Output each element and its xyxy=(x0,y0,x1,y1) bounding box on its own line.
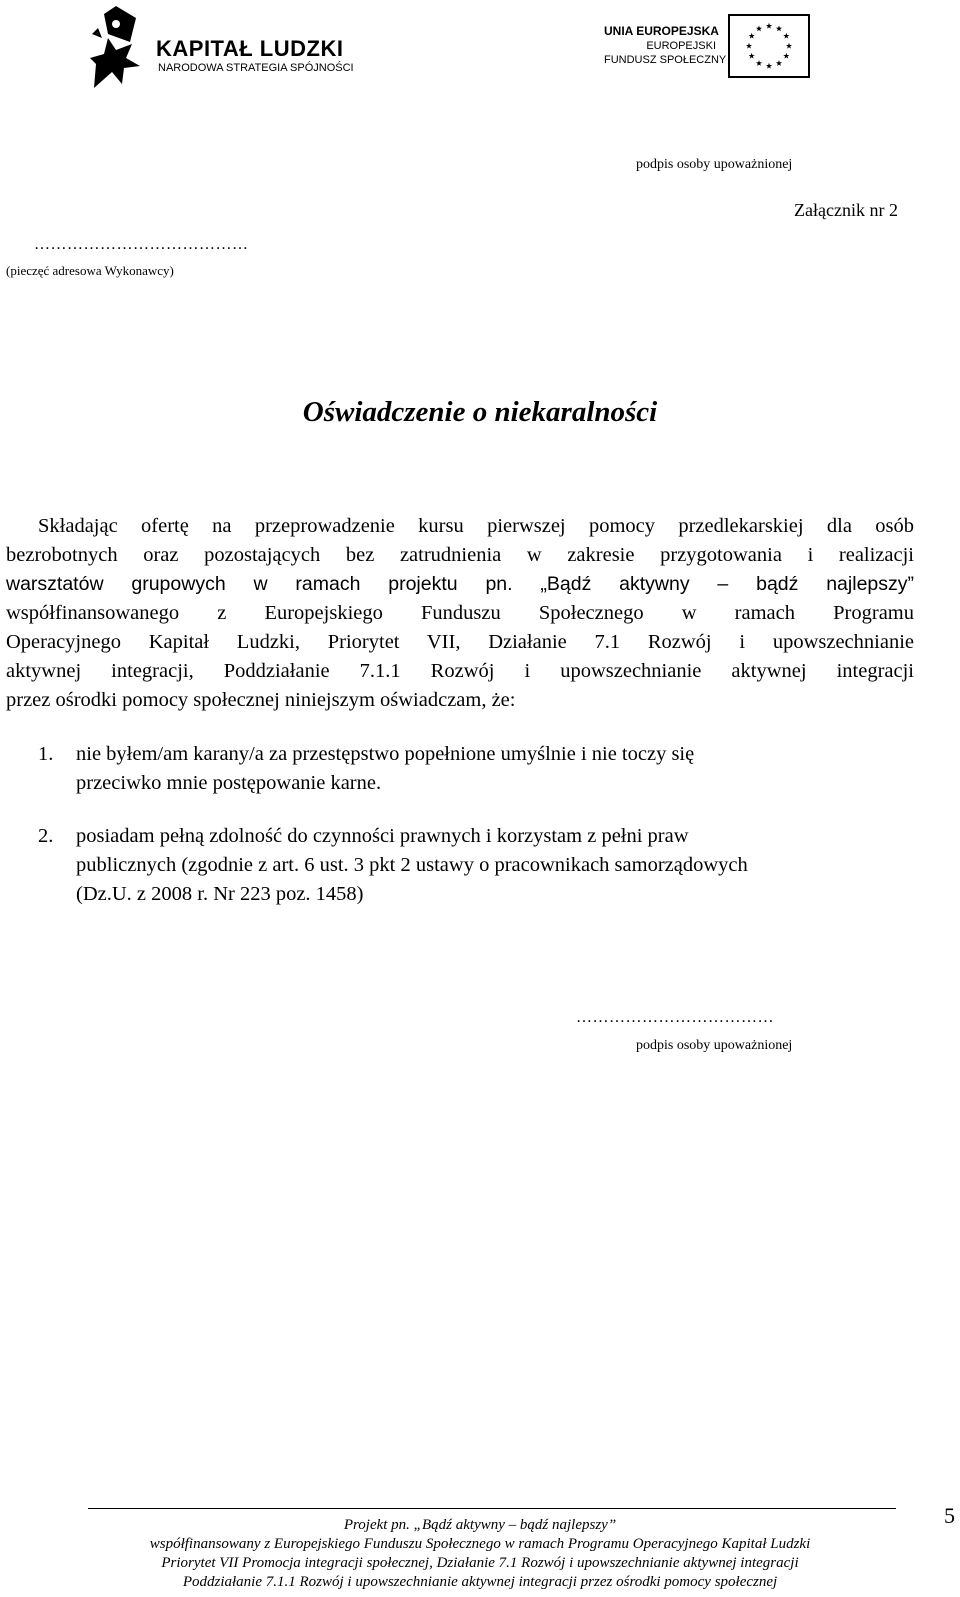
stamp-label: (pieczęć adresowa Wykonawcy) xyxy=(6,263,174,278)
list-item-line: (Dz.U. z 2008 r. Nr 223 poz. 1458) xyxy=(76,883,364,905)
footer-line: Priorytet VII Promocja integracji społecznej, Działanie 7.1 Rozwój i upowszechnianie aktywnej integracji xyxy=(161,1555,799,1571)
page-number: 5 xyxy=(944,1503,955,1528)
signature-caption-bottom: podpis osoby upoważnionej xyxy=(636,1038,793,1053)
eu-flag-icon xyxy=(728,14,810,78)
kapital-ludzki-subtitle: NARODOWA STRATEGIA SPÓJNOŚCI xyxy=(158,62,354,74)
footer-divider xyxy=(88,1508,896,1509)
kapital-ludzki-emblem-icon xyxy=(86,4,142,90)
kapital-ludzki-logo xyxy=(86,4,386,94)
footer-line: Projekt pn. „Bądź aktywny – bądź najlepszy” xyxy=(343,1517,617,1533)
footer-line: współfinansowany z Europejskiego Funduszu Społecznego w ramach Programu Operacyjnego Kapitał Ludzki xyxy=(149,1536,811,1552)
list-item-line: nie byłem/am karany/a za przestępstwo popełnione umyślnie i nie toczy się xyxy=(76,743,695,765)
paragraph-line: współfinansowanego z Europejskiego Funduszu Społecznego w ramach Programu xyxy=(6,602,914,624)
list-item-line: posiadam pełną zdolność do czynności prawnych i korzystam z pełni praw xyxy=(76,825,689,847)
kapital-ludzki-name: KAPITAŁ LUDZKI xyxy=(156,36,344,61)
paragraph-line: Operacyjnego Kapitał Ludzki, Priorytet VII, Działanie 7.1 Rozwój i upowszechnianie xyxy=(6,631,914,653)
stamp-placeholder-dots: ………………………………… xyxy=(34,236,249,253)
annex-number: Załącznik nr 2 xyxy=(794,200,898,220)
list-item-line: publicznych (zgodnie z art. 6 ust. 3 pkt 2 ustawy o pracownikach samorządowych xyxy=(76,854,748,876)
signature-placeholder-dots: ……………………………… xyxy=(576,1009,774,1026)
list-item xyxy=(6,822,906,912)
paragraph-line: bezrobotnych oraz pozostających bez zatrudnienia w zakresie przygotowania i realizacji xyxy=(6,544,914,566)
eu-logo-line1: UNIA EUROPEJSKA xyxy=(604,24,719,38)
paragraph-line: przez ośrodki pomocy społecznej niniejszym oświadczam, że: xyxy=(6,689,516,711)
eu-logo-line3: FUNDUSZ SPOŁECZNY xyxy=(604,54,727,66)
list-item-number: 1. xyxy=(38,743,54,765)
signature-caption-top: podpis osoby upoważnionej xyxy=(636,157,793,172)
list-item xyxy=(6,740,906,800)
eu-logo xyxy=(604,14,824,84)
paragraph-line: aktywnej integracji, Poddziałanie 7.1.1 Rozwój i upowszechnianie aktywnej integracji xyxy=(6,660,914,682)
footer-line: Poddziałanie 7.1.1 Rozwój i upowszechnianie aktywnej integracji przez ośrodki pomocy społecznej xyxy=(182,1574,778,1590)
document-title: Oświadczenie o niekaralności xyxy=(302,396,658,428)
eu-logo-line2: EUROPEJSKI xyxy=(646,40,716,52)
paragraph-line: Składając ofertę na przeprowadzenie kursu pierwszej pomocy przedlekarskiej dla osób xyxy=(38,515,914,537)
list-item-number: 2. xyxy=(38,825,54,847)
list-item-line: przeciwko mnie postępowanie karne. xyxy=(76,772,382,794)
paragraph-line: warsztatów grupowych w ramach projektu pn. „Bądź aktywny – bądź najlepszy” xyxy=(6,573,914,595)
